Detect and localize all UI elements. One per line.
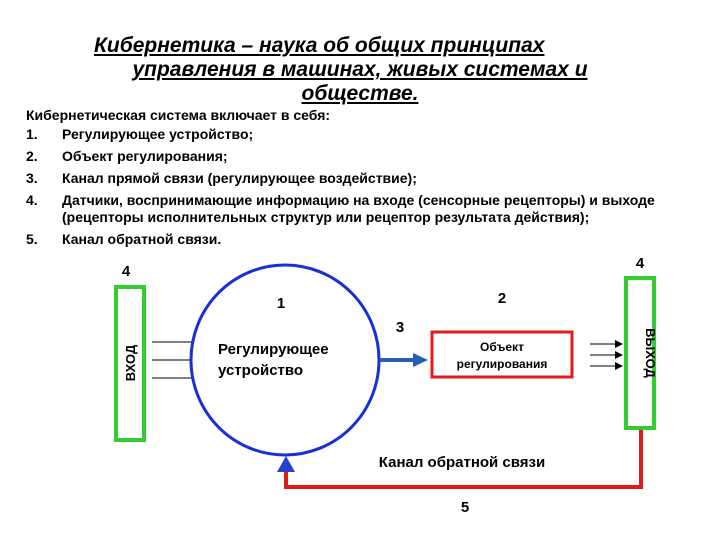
list-item-number: 3. [26,170,38,186]
list-item-text: Канал обратной связи. [62,231,222,247]
regulator-number: 1 [276,295,286,312]
list-item-text: Регулирующее устройство; [62,126,254,142]
title-line-3: обществе. [301,82,419,105]
list-item-text: Датчики, воспринимающие информацию на входе (сенсорные рецепторы) и выходе (рецепторы исполнительных структур или рецептор результата действия); [62,192,655,225]
forward-channel-number: 3 [395,319,405,336]
feedback-channel-label: Канал обратной связи [378,454,546,471]
list-item-number: 1. [26,126,38,142]
object-label-line1: Объект [480,340,524,354]
object-number: 2 [497,290,507,307]
regulator-label-line1: Регулирующее [218,341,329,358]
input-sensor-label: ВХОД [123,344,138,382]
output-sensor-number: 4 [635,255,645,272]
forward-channel-arrowhead [413,353,428,367]
intro-text: Кибернетическая система включает в себя: [26,107,331,123]
title-line-1: Кибернетика – наука об общих принципах [94,34,545,57]
feedback-channel-number: 5 [460,499,470,516]
regulator-label-line2: устройство [218,362,304,379]
feedback-channel-arrowhead [277,456,295,472]
output-sensor-label: ВЫХОД [643,328,658,378]
regulator-circle [191,265,379,455]
list-item-text: Канал прямой связи (регулирующее воздействие); [62,170,417,186]
object-label-line2: регулирования [456,357,548,371]
title-line-2: управления в машинах, живых системах и [132,58,588,81]
input-sensor-number: 4 [121,263,131,280]
list-item-number: 5. [26,231,38,247]
list-item-number: 2. [26,148,38,164]
list-item-number: 4. [26,192,38,208]
list-item-text: Объект регулирования; [62,148,228,164]
